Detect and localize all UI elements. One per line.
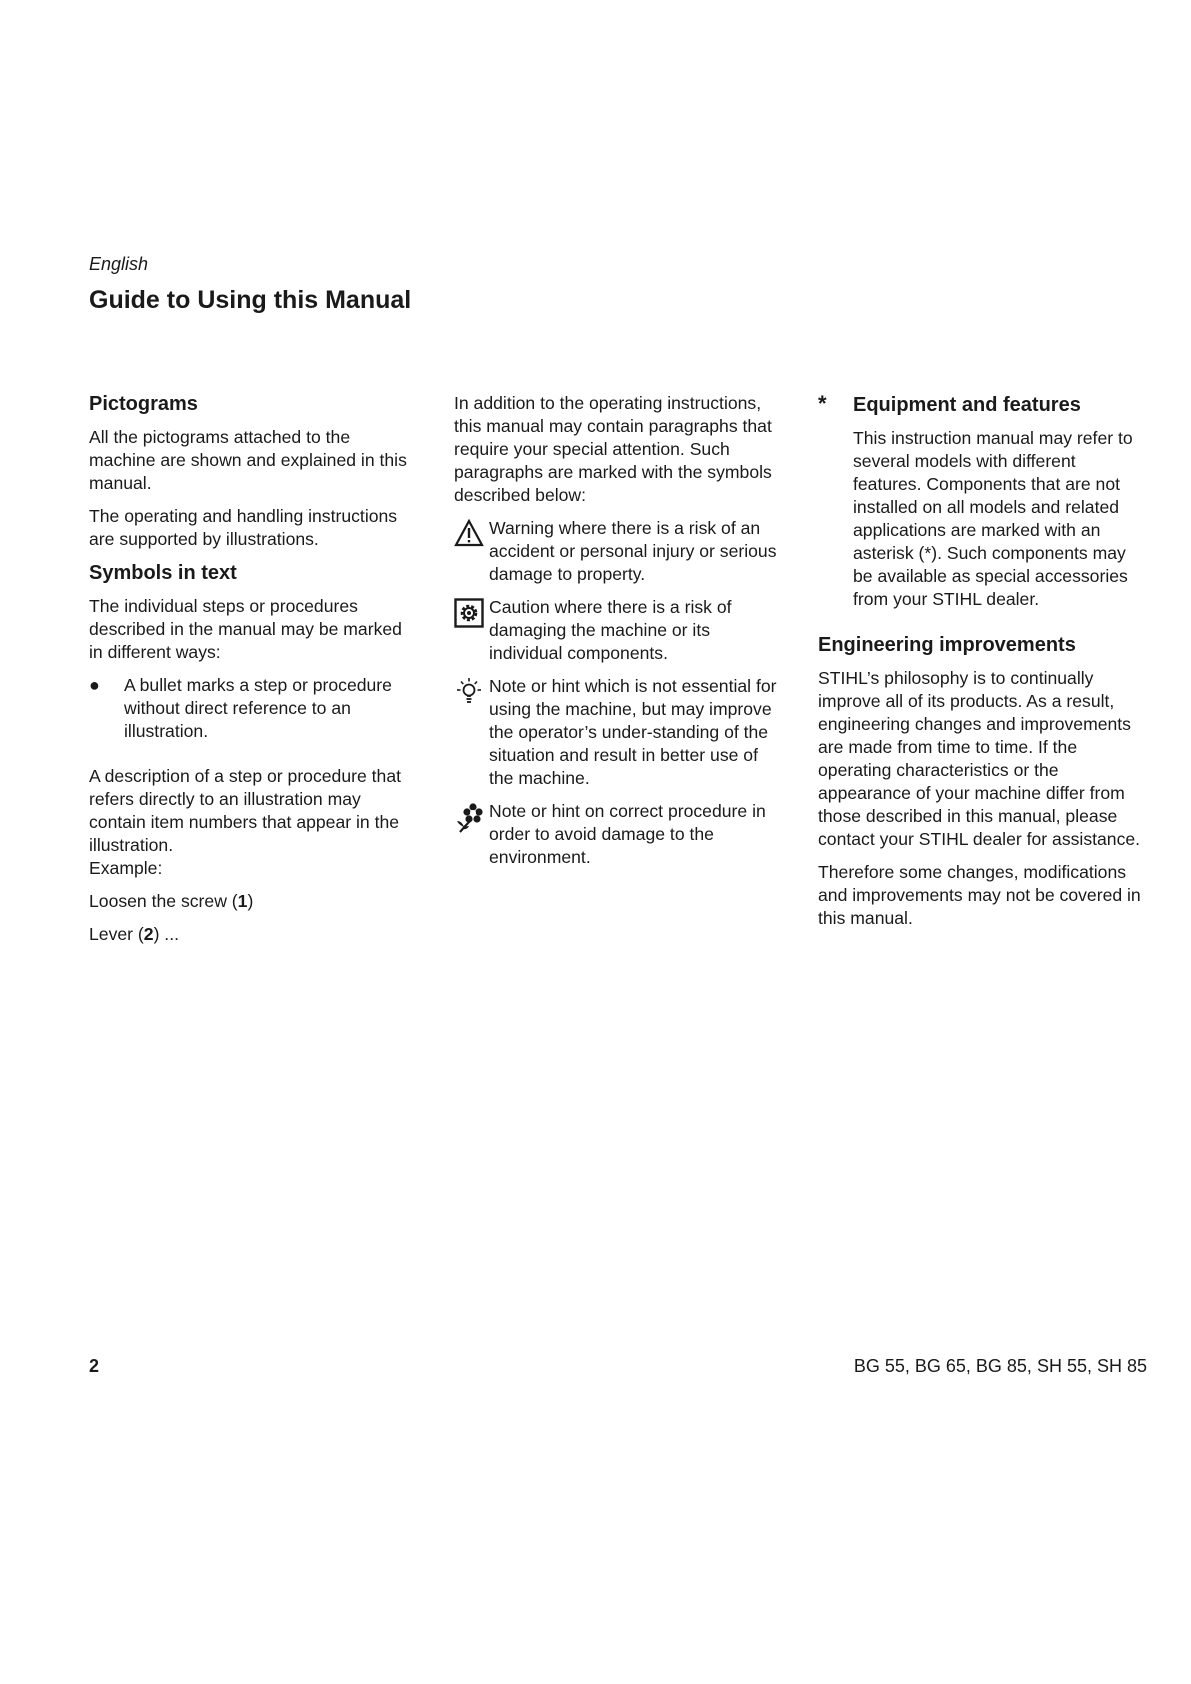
asterisk-icon: * (818, 391, 827, 416)
equipment-heading: Equipment and features (853, 394, 1081, 416)
example-2: Lever (2) ... (89, 924, 179, 944)
warning-triangle-icon (454, 517, 489, 586)
description-paragraph: A description of a step or procedure that refers directly to an illustration may contain item numbers that appear in the illustration. (89, 766, 401, 855)
environment-text: Note or hint on correct procedure in order to avoid damage to the environment. (489, 801, 766, 867)
equipment-header (818, 392, 1148, 427)
bullet-item (89, 674, 419, 743)
warning-item (454, 517, 784, 586)
bullet-text: A bullet marks a step or procedure without direct reference to an illustration. (124, 675, 392, 741)
pictograms-heading: Pictograms (89, 393, 198, 415)
lightbulb-icon (454, 675, 489, 790)
page-number: 2 (89, 1356, 100, 1376)
caution-text: Caution where there is a risk of damaging the machine or its individual components. (489, 597, 732, 663)
bullet-icon: ● (89, 675, 100, 695)
note-text: Note or hint which is not essential for using the machine, but may improve the operator’s under-standing of the situation and result in better use of the machine. (489, 676, 777, 788)
column-right (818, 392, 1148, 940)
warning-text: Warning where there is a risk of an accident or personal injury or serious damage to property. (489, 518, 777, 584)
page-title: Guide to Using this Manual (89, 286, 412, 314)
pictograms-paragraph-1: All the pictograms attached to the machine are shown and explained in this manual. (89, 427, 407, 493)
symbols-heading: Symbols in text (89, 562, 237, 584)
caution-item (454, 596, 784, 665)
column-left (89, 392, 419, 956)
example-1: Loosen the screw (1) (89, 891, 254, 911)
example-label: Example: (89, 858, 163, 878)
engineering-heading: Engineering improvements (818, 634, 1076, 656)
flower-icon (454, 800, 489, 869)
note-item (454, 675, 784, 790)
column-middle (454, 392, 784, 879)
equipment-paragraph: This instruction manual may refer to several models with different features. Components that are not installed on all models and related applications are marked with an asterisk (*). Such components may be available as special accessories from your STIHL dealer. (853, 428, 1133, 609)
model-list: BG 55, BG 65, BG 85, SH 55, SH 85 (853, 1356, 1147, 1376)
symbols-intro: In addition to the operating instructions, this manual may contain paragraphs that require your special attention. Such paragraphs are marked with the symbols described below: (454, 393, 772, 505)
environment-item (454, 800, 784, 869)
engineering-paragraph-1: STIHL’s philosophy is to continually improve all of its products. As a result, engineering changes and improvements are made from time to time. If the operating characteristics or the appearance of your machine differ from those described in this manual, please contact your STIHL dealer for assistance. (818, 668, 1141, 849)
engineering-paragraph-2: Therefore some changes, modifications and improvements may not be covered in this manual. (818, 862, 1141, 928)
caution-gear-icon (454, 596, 489, 665)
symbols-paragraph: The individual steps or procedures described in the manual may be marked in different ways: (89, 596, 402, 662)
pictograms-paragraph-2: The operating and handling instructions are supported by illustrations. (89, 506, 398, 549)
language-label: English (89, 254, 149, 274)
